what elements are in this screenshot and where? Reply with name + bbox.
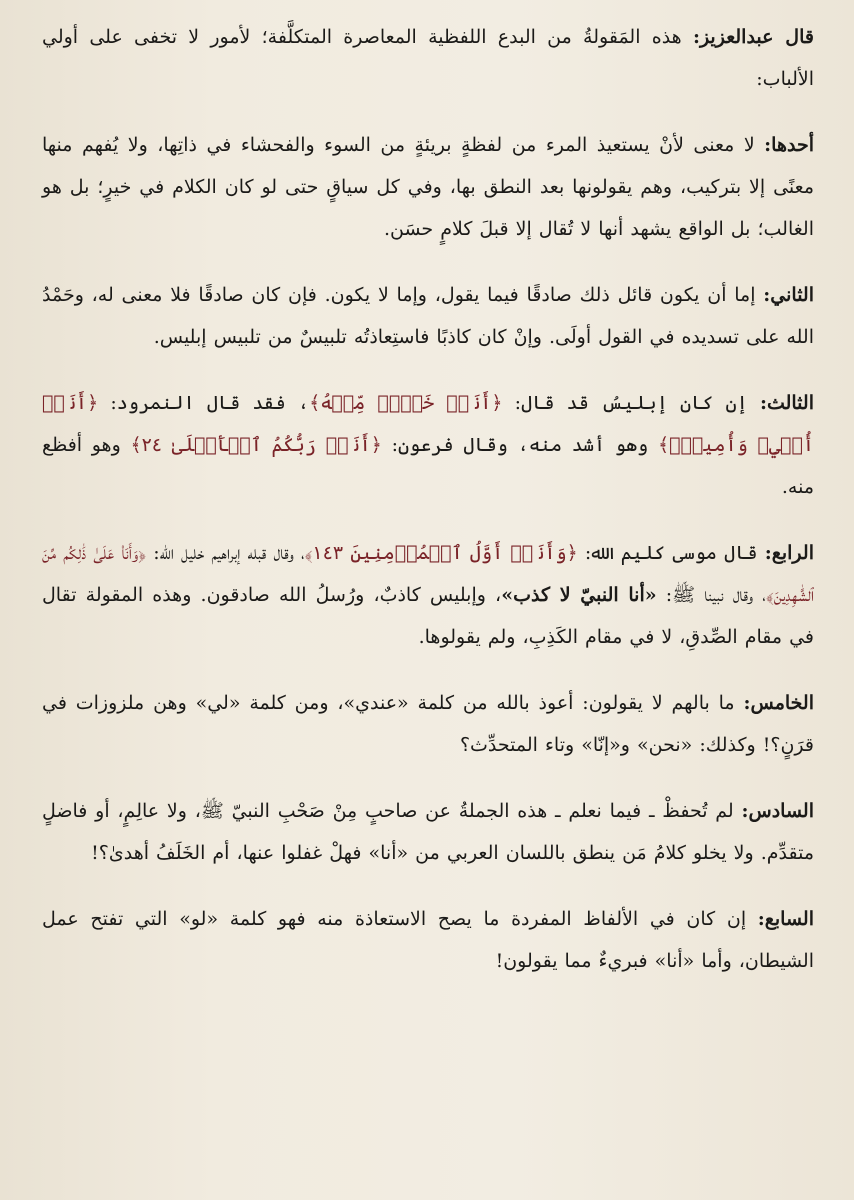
quran-verse-pharaoh: ﴿أَنَا۠ رَبُّكُمُ ٱلۡأَعۡلَىٰ ٢٤﴾ xyxy=(130,434,382,456)
point-4-text-4: ، وإبليس كاذبٌ، ورُسلُ الله صادقون. وهذه المقولة تقال في مقام الصِّدقِ، لا في مقام الكَذِبِ، ولم يقولوها. xyxy=(42,584,814,648)
point-7-text: إن كان في الألفاظ المفردة ما يصح الاستعاذة منه فهو كلمة «لو» التي تفتح عمل الشيطان، وأما «أنا» فبريءٌ مما يقولون! xyxy=(42,908,814,972)
point-4-text-2: ، وقال قبله إبراهيم خليل الله: xyxy=(146,542,305,564)
point-3-text-4: وهو أفظع منه. xyxy=(42,434,814,498)
point-3-text-3: وهو أشد منه، وقال فرعون: xyxy=(381,434,658,456)
point-2-text: إما أن يكون قائل ذلك صادقًا فيما يقول، وإما لا يكون. فإن كان صادقًا فلا معنى له، وحَمْدُ الله على تسديده في القول أولَى. وإنْ كان كاذبًا فاستِعاذتُه تلبيسٌ من تلبيس إبليس. xyxy=(42,284,814,348)
intro-text: هذه المَقولةُ من البدع اللفظية المعاصرة المتكلَّفة؛ لأمور لا تخفى على أولي الألباب: xyxy=(42,26,814,90)
point-4-text-1: قال موسى كليم الله: xyxy=(577,542,765,564)
quran-verse-nimrod: ﴿أَنَا۠ أُحۡيِۦ وَأُمِيتُۖ﴾ xyxy=(42,392,814,456)
intro-paragraph xyxy=(42,16,814,100)
point-3-text-1: إن كان إبليسُ قد قال: xyxy=(502,392,760,414)
point-6-text: لم تُحفظْ ـ فيما نعلم ـ هذه الجملةُ عن صاحبٍ مِنْ صَحْبِ النبيّ ﷺ، ولا عالِمٍ، أو فاضلٍ متقدِّم. ولا يخلو كلامُ مَن ينطق باللسان العربي من «أنا» فهلْ غفلوا عنها، أم الخَلَفُ أهدىٰ؟! xyxy=(42,800,814,864)
point-3-paragraph xyxy=(42,382,814,508)
point-1-paragraph xyxy=(42,124,814,250)
point-7-lead: السابع: xyxy=(757,908,814,930)
point-5-text: ما بالهم لا يقولون: أعوذ بالله من كلمة «عندي»، ومن كلمة «لي» وهن ملزوزات في قرَنٍ؟! وكذلك: «نحن» و«إنّا» وتاء المتحدِّث؟ xyxy=(42,692,814,756)
point-5-paragraph xyxy=(42,682,814,766)
point-2-paragraph xyxy=(42,274,814,358)
hadith-quote: «أنا النبيّ لا كذب» xyxy=(501,584,657,606)
point-1-lead: أحدها: xyxy=(764,134,814,156)
intro-lead: قال عبدالعزيز: xyxy=(692,26,814,48)
point-6-lead: السادس: xyxy=(741,800,814,822)
point-2-lead: الثاني: xyxy=(763,284,814,306)
point-7-paragraph xyxy=(42,898,814,982)
quran-verse-abraham: ﴿وَأَنَا۠ عَلَىٰ ذَٰلِكُم مِّنَ ٱلشَّٰهِدِينَ﴾ xyxy=(42,542,814,606)
point-6-paragraph xyxy=(42,790,814,874)
quran-verse-iblis: ﴿أَنَا۠ خَيۡرٞ مِّنۡهُ﴾ xyxy=(309,392,503,414)
point-3-text-2: ، فقد قال النمرود: xyxy=(98,392,310,414)
point-5-lead: الخامس: xyxy=(743,692,814,714)
point-4-paragraph xyxy=(42,532,814,658)
point-4-lead: الرابع: xyxy=(764,542,814,564)
point-1-text: لا معنى لأنْ يستعيذ المرء من لفظةٍ بريئةٍ من السوء والفحشاء في ذاتِها، ولا يُفهم منها معنًى إلا بتركيب، وهم يقولونها بعد النطق بها، وفي كل سياقٍ حتى لو كان الكلام في خيرٍ؛ بل هو الغالب؛ بل الواقع يشهد أنها لا تُقال إلا قبلَ كلامٍ حسَن. xyxy=(42,134,814,240)
point-4-text-3: ، وقال نبينا ﷺ: xyxy=(656,584,766,606)
point-3-lead: الثالث: xyxy=(759,392,814,414)
quran-verse-moses: ﴿وَأَنَا۠ أَوَّلُ ٱلۡمُؤۡمِنِينَ ١٤٣﴾ xyxy=(304,542,578,564)
